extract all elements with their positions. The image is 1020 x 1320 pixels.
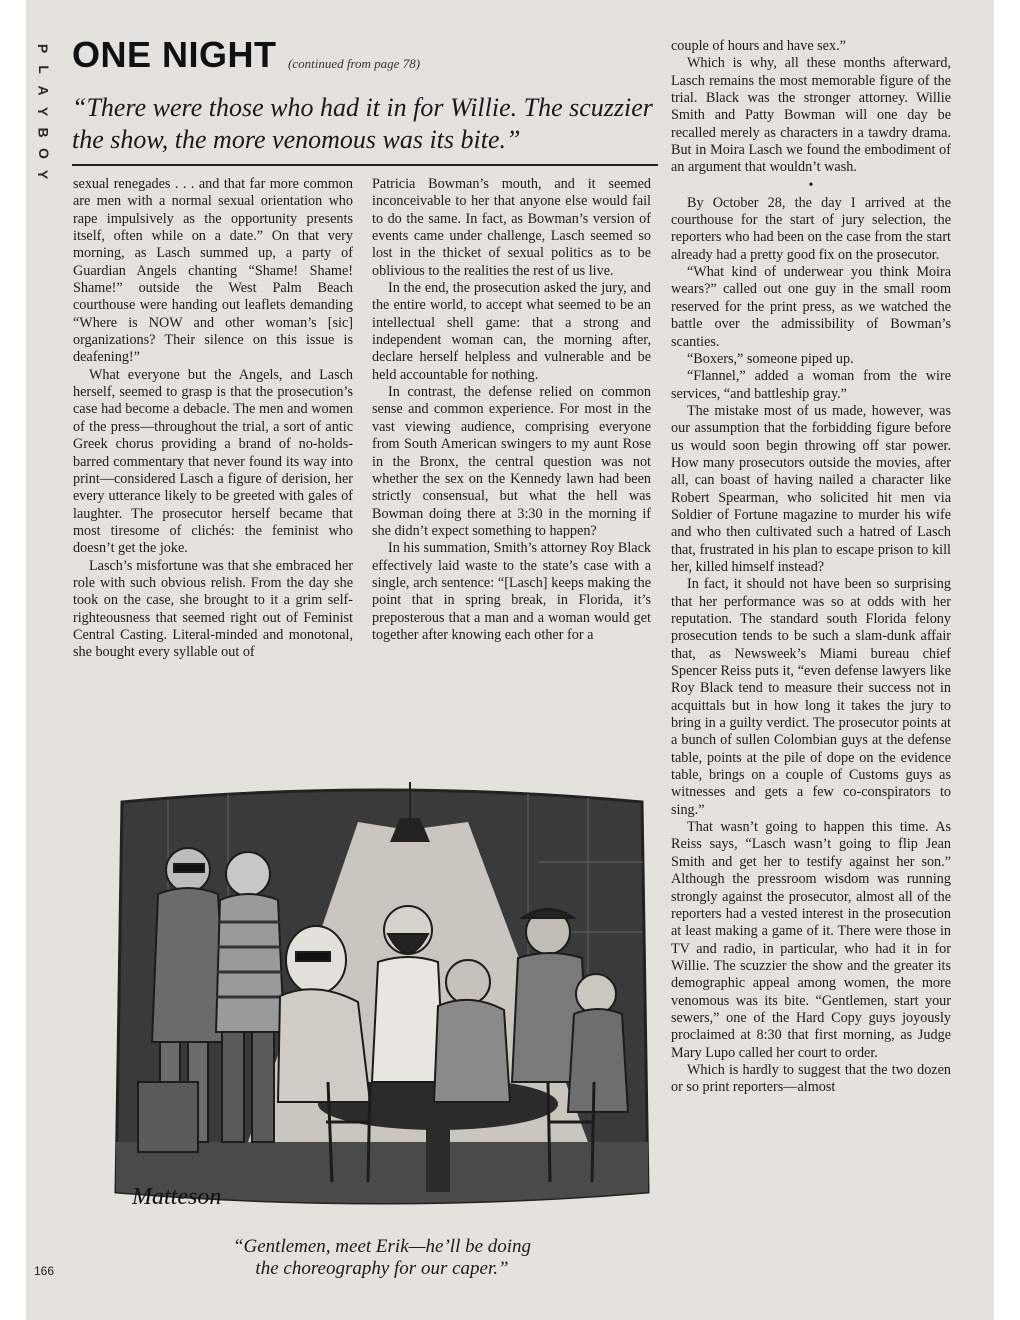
cartoon-illustration [108, 782, 656, 1222]
spine-letter: Y [35, 106, 52, 117]
cartoon-caption [108, 1236, 656, 1280]
paragraph: In the end, the prosecution asked the jury, and the entire world, to accept what seemed to be an intellectual shell game: that a strong and independent woman can, the morning after, declare herself helpless and vulnerable and be held accountable for nothing. [372, 280, 651, 383]
paragraph: “Flannel,” added a woman from the wire services, “and battleship gray.” [671, 368, 951, 402]
caption-line: the choreography for our caper.” [255, 1258, 509, 1279]
paragraph: Which is why, all these months afterward, Lasch remains the most memorable figure of the trial. Black was the stronger attorney. Willie Smith and Patty Bowman will one day be recalled merely as characters in a tawdry drama. But in Moira Lasch we found the embodiment of an argument that wouldn’t wash. [671, 55, 951, 176]
spine-letter: Y [35, 169, 52, 180]
paragraph: Which is hardly to suggest that the two dozen or so print reporters—almost [671, 1061, 951, 1096]
spine-letter: B [35, 127, 52, 138]
paragraph: couple of hours and have sex.” [671, 38, 846, 54]
paragraph: Patricia Bowman’s mouth, and it seemed inconceivable to her that anyone else would fail to do the same. In fact, as Bowman’s version of events came under challenge, Lasch seemed so lost in the thicket of sexual politics as to be oblivious to the realities the rest of us live. [372, 176, 651, 279]
magazine-spine-label [34, 38, 52, 185]
cartoonist-signature: Matteson [132, 1184, 222, 1210]
caption-line: “Gentlemen, meet Erik—he’ll be doing [232, 1236, 532, 1257]
paragraph: In fact, it should not have been so surprising that her performance was so at odds with her reputation. The standard south Florida felony prosecution tends to be such a slam-dunk affair that, as Newsweek’s Miami bureau chief Spencer Reiss puts it, “even defense lawyers like Roy Black tend to measure their success not in acquittals but in how long it takes the jury to bring in a guilty verdict. The prosecutor points at a bunch of sullen Colombian guys at the defense table, points at the pile of dope on the evidence table, brings on a couple of Customs guys as witnesses and gets a few co-conspirators to sing.” [671, 576, 951, 818]
article-title: ONE NIGHT [72, 34, 277, 75]
pull-quote-rule [72, 164, 658, 166]
paragraph: That wasn’t going to happen this time. As Reiss says, “Lasch wasn’t going to flip Jean Smith and get her to testify against her son.” Although the pressroom wisdom was running strongly against the prosecutor, almost all of the reporters had a vested interest in the prosecution at least making a game of it. There were those in TV and radio, in particular, who had it in for Willie. The scuzzier the show and the greater its demographic appeal among women, the more venomous was its bite. “Gentlemen, start your sewers,” one of the Hard Copy guys joyously proclaimed at 8:30 that first morning, as Judge Mary Lupo called her court to order. [671, 819, 951, 1061]
pull-quote: “There were those who had it in for Willie. The scuzzier the show, the more venomous was its bite.” [72, 93, 653, 154]
paragraph: In his summation, Smith’s attorney Roy Black effectively laid waste to the state’s case with a single, arch sentence: “[Lasch] keeps making the point that in spring break, in Florida, it’s preposterous that a man and a woman would get together after knowing each other for a [372, 540, 651, 643]
spine-letter: O [35, 148, 52, 159]
paragraph: What everyone but the Angels, and Lasch herself, seemed to grasp is that the prosecution’s case had become a debacle. The men and women of the press—throughout the trial, a sort of antic Greek chorus providing a brand of no-holds-barred commentary that never found its way into print—considered Lasch a figure of derision, her every utterance likely to be greeted with gales of laughter. The prosecutor herself became that most tiresome of clichés: the feminist who doesn’t get the joke. [73, 366, 353, 557]
text-column-1 [73, 176, 353, 662]
continued-note: (continued from page 78) [288, 56, 421, 71]
spine-letter: P [35, 43, 52, 54]
section-break-bullet: • [808, 177, 814, 193]
spine-letter: L [35, 65, 52, 74]
paragraph: By October 28, the day I arrived at the courthouse for the start of jury selection, the reporters who had been on the case from the start already had a pretty good fix on the prosecutor. [671, 194, 951, 263]
paragraph: Lasch’s misfortune was that she embraced her role with such obvious relish. From the day she took on the case, she brought to it a grim self-righteousness that seemed right out of Feminist Central Casting. Literal-minded and monotonal, she bought every syllable out of [73, 557, 353, 661]
text-column-3 [671, 38, 951, 1097]
text-column-2 [372, 176, 651, 644]
paragraph: “What kind of underwear you think Moira wears?” called out one guy in the small room reserved for the print press, as we watched the battle over the admissibility of Bowman’s scanties. [671, 264, 951, 350]
paragraph: In contrast, the defense relied on common sense and common experience. For most in the vast viewing audience, comprising everyone from South American swingers to my aunt Rose in the Bronx, the central question was not whether the sex on the Kennedy lawn had been strictly consensual, but what the hell was Bowman doing there at 3:30 in the morning if she didn’t expect something to happen? [372, 384, 651, 539]
paragraph: The mistake most of us made, however, was our assumption that the forbidding figure before us would soon begin throwing off star power. How many prosecutors outside the movies, after all, can boast of having nailed a character like Robert Spearman, who solicited hit men via Soldier of Fortune magazine to murder his wife and who then cultivated such a hatred of Lasch that, frustrated in his plan to escape prison to kill her, killed himself instead? [671, 402, 951, 575]
spine-letter: A [35, 85, 52, 96]
paragraph: “Boxers,” someone piped up. [687, 350, 854, 367]
paragraph: sexual renegades . . . and that far more common are men with a normal sexual orientation who rape impulsively as the opportunity presents itself, often while on a date.” On that very morning, as Lasch summed up, a party of Guardian Angels chanting “Shame! Shame! Shame!” outside the West Palm Beach courthouse were handing out leaflets demanding “Where is NOW and other woman’s [sic] organizations? Their silence on this issue is deafening!” [73, 176, 353, 366]
page-number: 166 [34, 1264, 55, 1278]
